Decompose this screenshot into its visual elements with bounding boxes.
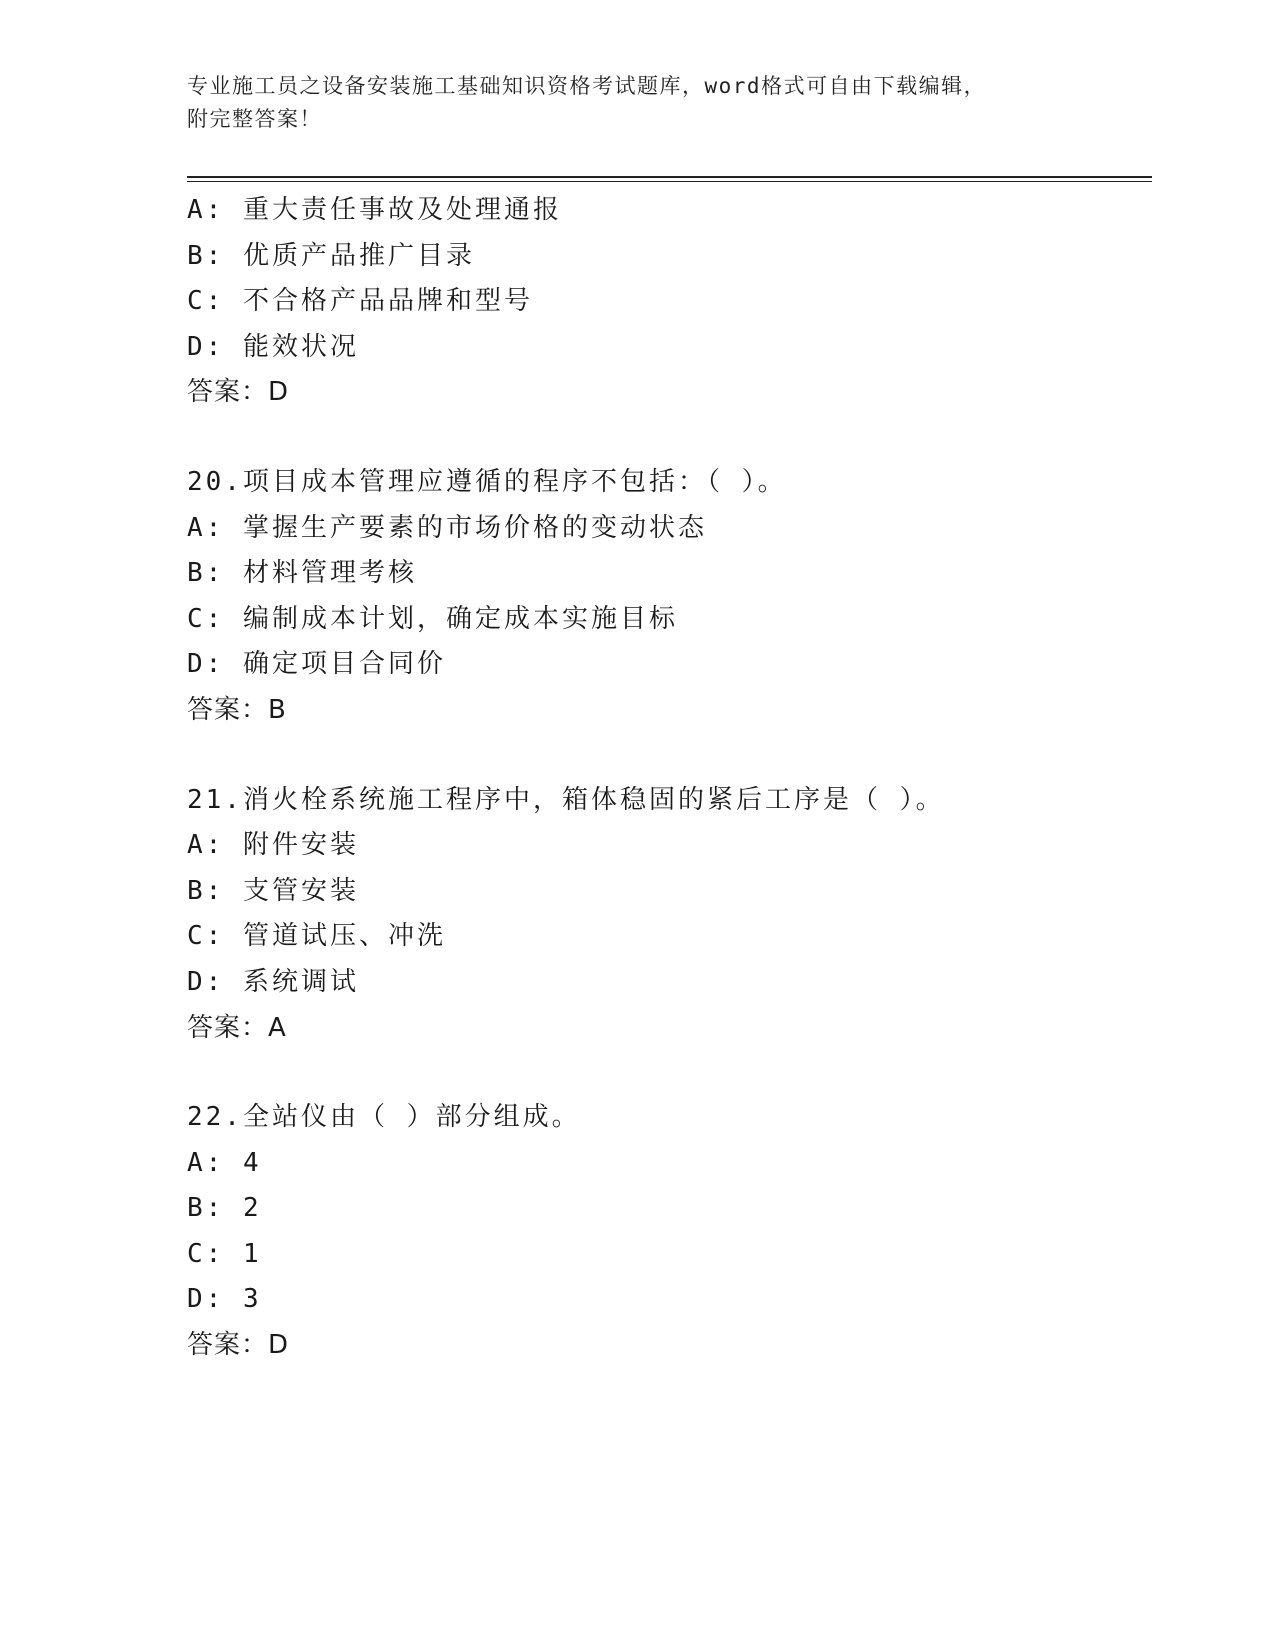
option-a: A: 重大责任事故及处理通报 (187, 195, 562, 225)
document-header (187, 70, 1087, 136)
answer-line: 答案：A (187, 1012, 287, 1043)
option-a: A: 附件安装 (187, 830, 359, 861)
document-page (187, 70, 1152, 1369)
option-d: D: 3 (187, 1284, 262, 1315)
option-c: C: 1 (187, 1238, 262, 1269)
question-stem: 22.全站仪由（ ）部分组成。 (187, 1102, 581, 1133)
question-block-partial (187, 188, 1152, 416)
option-c: C: 不合格产品品牌和型号 (187, 286, 533, 317)
answer-line: 答案：D (187, 377, 290, 408)
question-block-22 (187, 1095, 1152, 1369)
option-d: D: 系统调试 (187, 966, 359, 997)
question-block-20 (187, 460, 1152, 734)
question-stem: 21.消火栓系统施工程序中，箱体稳固的紧后工序是（ ）。 (187, 784, 945, 815)
answer-line: 答案：D (187, 1330, 290, 1361)
option-b: B: 支管安装 (187, 875, 359, 906)
option-c: C: 编制成本计划，确定成本实施目标 (187, 603, 678, 634)
option-d: D: 能效状况 (187, 331, 359, 362)
option-b: B: 材料管理考核 (187, 558, 417, 589)
question-list (187, 188, 1152, 1369)
option-b: B: 2 (187, 1193, 262, 1224)
header-line-2: 附完整答案！ (187, 107, 322, 131)
question-stem: 20.项目成本管理应遵循的程序不包括：（ ）。 (187, 466, 787, 497)
option-b: B: 优质产品推广目录 (187, 240, 475, 271)
header-divider (187, 176, 1152, 182)
option-a: A: 掌握生产要素的市场价格的变动状态 (187, 512, 707, 543)
question-block-21 (187, 778, 1152, 1052)
option-c: C: 管道试压、冲洗 (187, 921, 446, 952)
option-a: A: 4 (187, 1147, 262, 1178)
answer-line: 答案：B (187, 694, 287, 725)
option-d: D: 确定项目合同价 (187, 649, 446, 680)
header-line-1: 专业施工员之设备安装施工基础知识资格考试题库，word格式可自由下载编辑， (187, 74, 987, 98)
